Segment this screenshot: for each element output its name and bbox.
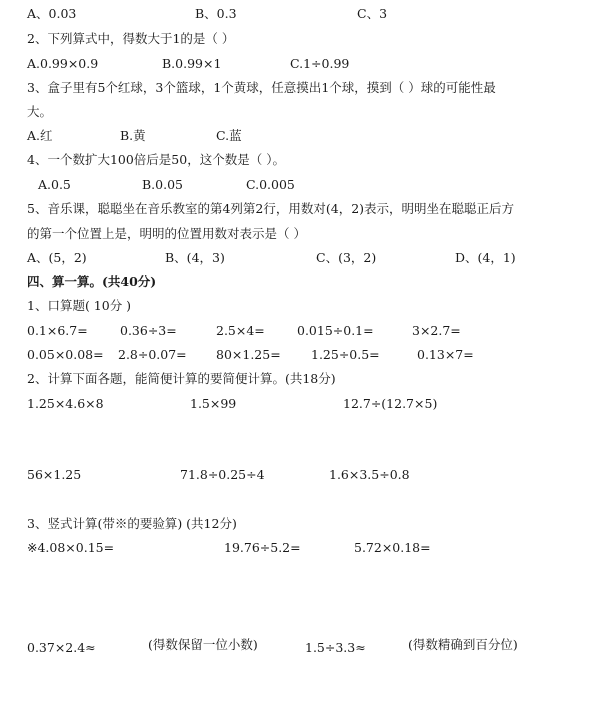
- q4-option-b: B.0.05: [142, 177, 183, 192]
- oral-problem: 2.5×4=: [216, 323, 265, 338]
- oral-problem: 0.13×7=: [417, 347, 474, 362]
- vertical-problem: 1.5÷3.3≈: [305, 640, 366, 655]
- q2-stem: 2、下列算式中，得数大于1的是（ ）: [27, 31, 235, 46]
- vertical-problem: ※4.08×0.15=: [27, 540, 115, 555]
- q3-option-b: B.黄: [120, 128, 146, 143]
- simplify-calc-title: 2、计算下面各题，能简便计算的要简便计算。(共18分): [27, 371, 336, 386]
- vertical-calc-title: 3、竖式计算(带※的要验算) (共12分): [27, 516, 237, 531]
- q5-option-c: C、(3，2): [316, 250, 377, 265]
- simplify-problem: 1.6×3.5÷0.8: [329, 467, 410, 482]
- q3-stem-line1: 3、盒子里有5个红球，3个篮球，1个黄球，任意摸出1个球，摸到（ ）球的可能性最: [27, 80, 496, 95]
- oral-problem: 0.1×6.7=: [27, 323, 88, 338]
- simplify-problem: 56×1.25: [27, 467, 82, 482]
- oral-problem: 0.015÷0.1=: [297, 323, 374, 338]
- q2-option-a: A.0.99×0.9: [27, 56, 99, 71]
- q1-option-b: B、0.3: [195, 6, 237, 21]
- q5-option-b: B、(4，3): [165, 250, 225, 265]
- q5-stem-line2: 的第一个位置上是，明明的位置用数对表示是（ ）: [27, 226, 306, 241]
- oral-problem: 3×2.7=: [412, 323, 461, 338]
- oral-problem: 1.25÷0.5=: [311, 347, 380, 362]
- oral-calc-title: 1、口算题( 10分 ): [27, 298, 132, 313]
- q3-option-a: A.红: [27, 128, 53, 143]
- vertical-problem: 19.76÷5.2=: [224, 540, 301, 555]
- q5-option-d: D、(4，1): [455, 250, 516, 265]
- simplify-problem: 1.5×99: [190, 396, 237, 411]
- q5-stem-line1: 5、音乐课，聪聪坐在音乐教室的第4列第2行，用数对(4，2)表示，明明坐在聪聪正后方: [27, 201, 515, 216]
- oral-problem: 2.8÷0.07=: [118, 347, 187, 362]
- simplify-problem: 71.8÷0.25÷4: [180, 467, 265, 482]
- rounding-note: (得数保留一位小数): [148, 637, 258, 652]
- simplify-problem: 1.25×4.6×8: [27, 396, 104, 411]
- q1-option-a: A、0.03: [27, 6, 77, 21]
- oral-problem: 0.05×0.08=: [27, 347, 104, 362]
- rounding-note: (得数精确到百分位): [408, 637, 518, 652]
- q5-option-a: A、(5，2): [27, 250, 87, 265]
- q4-option-a: A.0.5: [38, 177, 71, 192]
- q3-stem-line2: 大。: [27, 104, 53, 119]
- oral-problem: 80×1.25=: [216, 347, 281, 362]
- q4-stem: 4、一个数扩大100倍后是50，这个数是（ ）。: [27, 152, 285, 167]
- vertical-problem: 0.37×2.4≈: [27, 640, 96, 655]
- q2-option-c: C.1÷0.99: [290, 56, 350, 71]
- q4-option-c: C.0.005: [246, 177, 295, 192]
- section4-title: 四、算一算。(共40分): [27, 274, 157, 289]
- q2-option-b: B.0.99×1: [162, 56, 222, 71]
- oral-problem: 0.36÷3=: [120, 323, 177, 338]
- simplify-problem: 12.7÷(12.7×5): [343, 396, 438, 411]
- q1-option-c: C、3: [357, 6, 388, 21]
- q3-option-c: C.蓝: [216, 128, 242, 143]
- vertical-problem: 5.72×0.18=: [354, 540, 431, 555]
